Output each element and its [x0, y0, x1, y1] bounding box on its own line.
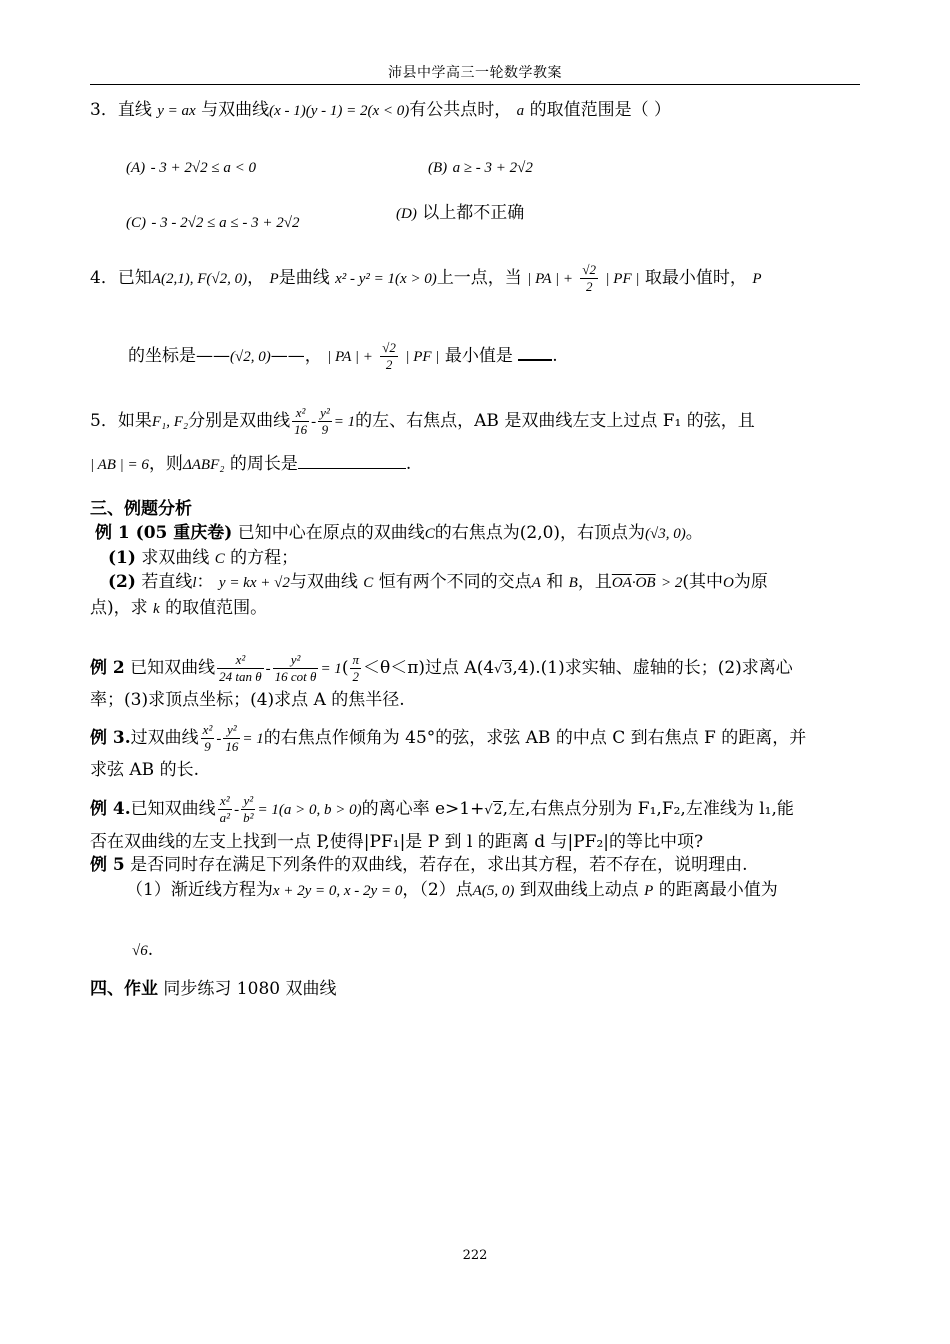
fraction-numerator: x² [217, 652, 264, 669]
ex1-var-k: k [153, 601, 160, 617]
example-4: 例 4.已知双曲线 $\frac{\text{x²}}{\text{a²}}$ - $\frac{\text{y²}}{\text{b²}}$ = 1(a > 0, b > 0)的离心率 e>1+√2,左,右焦点分别为 F₁,F₂,左准线为 l₁,能 [90, 793, 794, 825]
q5-triangle: ΔABF₂ [182, 457, 225, 473]
option-text: - 3 + 2√2 ≤ a < 0 [150, 160, 257, 176]
fraction-denominator: 16 [294, 422, 308, 437]
ex1-p2-text-b: 与双曲线 [289, 572, 358, 592]
q5-fraction-1 [292, 405, 309, 438]
ex3-fraction-1 [201, 722, 215, 755]
ex5-cond-1: （1）渐近线方程为 [126, 880, 273, 900]
example-3 [90, 722, 806, 755]
ex5-var-p: P [644, 883, 654, 899]
question-4 [90, 262, 761, 295]
fraction-denominator: 9 [321, 422, 329, 437]
q4-text-9: . [552, 346, 558, 366]
q3-line-eq: y = ax [157, 103, 196, 119]
ex4-text-2: 的离心率 e>1+ [361, 799, 485, 819]
ex1-text-1: 已知中心在原点的双曲线 [237, 523, 425, 543]
q4-answer-point: (√2, 0) [230, 349, 271, 365]
page-number: 222 [462, 1248, 488, 1263]
option-label: (A) [126, 160, 146, 176]
q3-option-d [396, 201, 524, 226]
part-label: (1) [108, 548, 136, 568]
q5-fraction-2 [318, 405, 332, 438]
ex5-min-distance: √6 [132, 943, 148, 959]
example-1-part-2 [108, 570, 768, 595]
ex4-conditions: = 1(a > 0, b > 0) [257, 802, 362, 818]
ex4-fraction-1 [218, 793, 232, 826]
ex5-text-1: 是否同时存在满足下列条件的双曲线，若存在，求出其方程，若不存在，说明理由. [130, 855, 748, 875]
q3-text-3: 有公共点时， [409, 100, 512, 120]
example-label: 例 4. [90, 799, 131, 819]
option-label: (B) [428, 160, 448, 176]
fraction-numerator: √2 [582, 262, 597, 277]
header-rule [90, 84, 860, 85]
q5-text-3: 的左、右焦点，AB 是双曲线左支上过点 F₁ 的弦，且 [355, 411, 755, 431]
q3-option-c [126, 210, 299, 235]
ex1-var-l: l [192, 575, 197, 591]
example-1-part-1 [108, 546, 298, 571]
ex2-fraction-pi [350, 652, 361, 685]
section-4 [90, 977, 336, 1001]
ex1-p2-text-c: 恒有两个不同的交点 [378, 572, 532, 592]
q3-text-4: 的取值范围是（ ） [529, 100, 671, 120]
option-text: - 3 - 2√2 ≤ a ≤ - 3 + 2√2 [151, 215, 300, 231]
q5-foci: F₁, F₂ [151, 414, 189, 430]
fraction-denominator: 2 [585, 279, 593, 294]
q3-option-b [428, 155, 533, 180]
q3-option-a [126, 155, 256, 180]
ex2-fraction-2 [273, 652, 319, 685]
example-1 [95, 521, 703, 546]
example-5 [90, 853, 748, 877]
option-text: a ≥ - 3 + 2√2 [452, 160, 533, 176]
vector-ob: $\overline{OB}$ [635, 575, 656, 591]
dot-product: · [631, 575, 636, 591]
ex1-p2-text-g: 点)，求 [90, 598, 148, 618]
equals-one: = 1 [320, 661, 342, 677]
q4-var-p: P [269, 271, 279, 287]
ex5-cond-3: 到双曲线上动点 [519, 880, 639, 900]
minus-sign: - [311, 414, 317, 430]
ex4-text-1: 已知双曲线 [130, 799, 216, 819]
q4-text-4: 上一点，当 [436, 268, 522, 288]
ex1-inequality: > 2 [661, 575, 683, 591]
fraction-numerator: y² [223, 722, 240, 739]
example-4-line-2: 否在双曲线的左支上找到一点 P,使得|PF₁|是 P 到 l 的距离 d 与|PF₂|的等比中项? [90, 832, 704, 852]
ex1-p2-text-f: 为原 [733, 572, 768, 592]
ex1-var-c: C [424, 526, 435, 542]
ex1-p2-text-e: (其中 [682, 572, 724, 592]
q5-text-2: 分别是双曲线 [188, 411, 291, 431]
ex5-cond-2: ，（2）点 [402, 880, 473, 900]
question-number: 5． [90, 411, 118, 431]
ex3-text-2: 的右焦点作倾角为 45°的弦，求弦 AB 的中点 C 到右焦点 F 的距离，并 [263, 728, 807, 748]
homework-text: 同步练习 1080 双曲线 [163, 979, 337, 999]
ex1-p1-text: 求双曲线 [141, 548, 210, 568]
ex1-text-2: 的右焦点为(2,0)，右顶点为 [434, 523, 646, 543]
ex2-text-3: ,4).(1)求实轴、虚轴的长；(2)求离心 [512, 658, 793, 678]
q4-fraction [580, 262, 598, 295]
q3-var-a: a [516, 103, 525, 119]
ex1-var-c: C [214, 551, 225, 567]
ex3-fraction-2 [223, 722, 240, 755]
ex2-text-2: ＜θ＜π)过点 A(4 [362, 658, 495, 678]
ex1-p2-text-h: 的取值范围。 [165, 598, 268, 618]
q4-expr-b2: | PF | [405, 349, 440, 365]
q5-ab-length: | AB | = 6 [90, 457, 149, 473]
q5-text-6: . [405, 454, 412, 474]
q4-expr-b: | PF | [605, 271, 640, 287]
fraction-numerator: x² [202, 722, 213, 737]
ex1-p1-text-b: 的方程； [230, 548, 299, 568]
q4-text-5: 取最小值时， [644, 268, 747, 288]
ex5-cond-4: 的距离最小值为 [658, 880, 778, 900]
option-label: (D) [396, 206, 417, 222]
equals-one: = 1 [333, 414, 356, 430]
ex1-line-eq: y = kx + √2 [218, 575, 290, 591]
equals-one: = 1 [242, 731, 264, 747]
q4-text-3: 是曲线 [278, 268, 330, 288]
ex1-var-c: C [363, 575, 374, 591]
ex1-var-b: B [568, 575, 578, 591]
ex1-and: 和 [546, 572, 564, 592]
q5-text-1: 如果 [117, 411, 152, 431]
section-3-title: 三、例题分析 [90, 499, 192, 519]
example-1-part-2-line-2 [90, 596, 267, 621]
ex1-var-o: O [723, 575, 734, 591]
section-4-title: 四、作业 [90, 979, 158, 999]
fraction-denominator: 2 [385, 357, 393, 372]
q4-curve-eq: x² - y² = 1(x > 0) [335, 271, 437, 287]
q4-expr-a2: | PA | + [327, 349, 373, 365]
fraction-numerator: y² [241, 793, 255, 810]
part-label: (2) [108, 572, 136, 592]
question-number: 3． [90, 100, 118, 120]
question-3 [90, 98, 671, 123]
ex1-colon: ： [196, 572, 214, 592]
example-3-line-2: 求弦 AB 的长. [90, 760, 199, 780]
q4-text-6: 的坐标是 [128, 346, 196, 366]
q4-fraction-2 [380, 340, 398, 373]
ex4-sqrt-2: 2 [493, 802, 503, 818]
fraction-denominator: 16 cot θ [274, 669, 317, 684]
q5-text-4: ，则 [148, 454, 183, 474]
option-text: 以上都不正确 [422, 203, 525, 223]
question-4-line-2: 的坐标是——(√2, 0)——， | PA | + $\frac{√2}{2}$ | PF | 最小值是 . [128, 340, 558, 372]
answer-blank [298, 468, 406, 469]
ex3-text-1: 过双曲线 [130, 728, 199, 748]
fraction-denominator: 24 tan θ [219, 669, 262, 684]
ex1-text-3: 。 [685, 523, 703, 543]
q4-var-p2: P [752, 271, 762, 287]
example-5-conditions [126, 878, 778, 903]
question-number: 4． [90, 268, 118, 288]
fraction-numerator: y² [320, 405, 330, 420]
answer-blank [518, 359, 552, 361]
fraction-numerator: x² [292, 405, 309, 422]
fraction-denominator: 9 [204, 739, 211, 754]
paren: ( [341, 658, 349, 678]
ex2-fraction-1 [217, 652, 264, 685]
ex1-var-a: A [531, 575, 541, 591]
question-5-line-2 [90, 452, 411, 477]
fraction-numerator: √2 [382, 340, 396, 355]
minus-sign: - [216, 731, 222, 747]
ex2-sqrt-3: 3 [503, 661, 513, 677]
example-label: 例 2 [90, 658, 125, 678]
minus-sign: - [265, 661, 271, 677]
minus-sign: - [234, 802, 240, 818]
ex2-text-1: 已知双曲线 [130, 658, 216, 678]
fraction-denominator: 16 [225, 739, 239, 754]
ex1-p2-text-d: ，且 [577, 572, 612, 592]
ex5-period: . [147, 940, 154, 960]
ex5-point-a: A(5, 0) [472, 883, 515, 899]
q4-text-2: ， [247, 268, 265, 288]
example-2: 例 2 已知双曲线 $\frac{\text{x²}}{\text{24 tan θ}}$ - $\frac{\text{y²}}{\text{16 cot θ}}$ = 1( $\frac{\pi}{2}$ ＜θ＜π)过点 A(4√3,4).(1)求实轴、虚轴的长；(2)求离心 [90, 652, 793, 684]
q4-text-8: 最小值是 [444, 346, 513, 366]
example-label: 例 5 [90, 855, 125, 875]
ex4-fraction-2 [241, 793, 255, 826]
ex5-asymptotes: x + 2y = 0, x - 2y = 0 [272, 883, 403, 899]
q4-expr-a: | PA | + [527, 271, 573, 287]
fraction-denominator: a² [219, 810, 231, 825]
q5-text-5: 的周长是 [229, 454, 298, 474]
fraction-numerator: x² [218, 793, 232, 810]
q4-points: A(2,1), F(√2, 0) [151, 271, 248, 287]
option-label: (C) [126, 215, 146, 231]
fraction-numerator: y² [273, 652, 319, 669]
example-label: 例 3. [90, 728, 131, 748]
example-5-line-3 [132, 938, 153, 963]
ex1-vertex: (√3, 0) [645, 526, 686, 542]
q4-text-1: 已知 [117, 268, 152, 288]
fraction-numerator: π [352, 652, 359, 667]
q3-text-1: 直线 [117, 100, 152, 120]
q4-text-7: ， [304, 346, 322, 366]
q3-hyperbola-eq: (x - 1)(y - 1) = 2(x < 0) [269, 103, 410, 119]
page-header: 沛县中学高三一轮数学教案 [388, 65, 562, 81]
vector-oa: $\overline{OA}$ [611, 575, 632, 591]
ex4-text-3: ,左,右焦点分别为 F₁,F₂,左准线为 l₁,能 [502, 799, 794, 819]
fraction-denominator: b² [243, 810, 254, 825]
question-5 [90, 405, 755, 438]
fraction-denominator: 2 [352, 669, 359, 684]
q3-text-2: 与双曲线 [201, 100, 270, 120]
ex1-p2-text-a: 若直线 [141, 572, 193, 592]
example-label: 例 1 (05 重庆卷) [95, 523, 233, 543]
example-2-line-2: 率；(3)求顶点坐标；(4)求点 A 的焦半径. [90, 690, 405, 710]
